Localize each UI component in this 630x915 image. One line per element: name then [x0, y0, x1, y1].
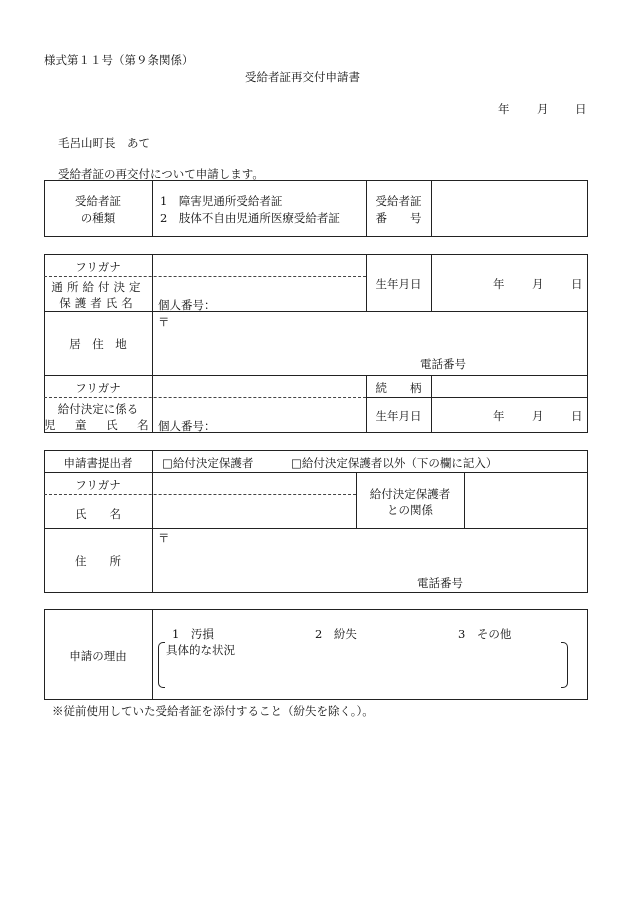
guardian-birth-day: 日: [571, 277, 583, 291]
details-label: 具体的な状況: [166, 643, 235, 657]
certificate-number-label-2: 番 号: [375, 211, 422, 225]
applicant-postal-mark: 〒: [158, 531, 170, 545]
applicant-relation-field[interactable]: [466, 474, 586, 526]
applicant-option-guardian[interactable]: □給付決定保護者: [162, 456, 254, 470]
form-number: 様式第１１号（第９条関係）: [44, 53, 194, 67]
certificate-number-field[interactable]: [433, 182, 586, 235]
reason-option-other[interactable]: 3 その他: [458, 627, 512, 641]
date-month-label: 月: [537, 102, 549, 116]
reason-option-lost[interactable]: 2 紛失: [315, 627, 357, 641]
guardian-birth-year: 年: [493, 277, 505, 291]
child-personal-number-label: 個人番号：: [158, 419, 216, 433]
certificate-option-1[interactable]: 1 障害児通所受給者証: [160, 194, 283, 208]
guardian-address-field[interactable]: [170, 313, 586, 353]
addressee: 毛呂山町長 あて: [58, 136, 150, 150]
reason-label: 申請の理由: [69, 649, 127, 663]
child-birth-day: 日: [571, 409, 583, 423]
applicant-relation-label-1: 給付決定保護者: [369, 487, 451, 501]
child-birth-year: 年: [493, 409, 505, 423]
applicant-option-other[interactable]: □給付決定保護者以外（下の欄に記入）: [291, 456, 498, 470]
guardian-furigana-field[interactable]: [154, 256, 364, 275]
child-birth-month: 月: [532, 409, 544, 423]
guardian-furigana-label: フリガナ: [75, 260, 121, 274]
child-name-label-1: 給付決定に係る: [57, 402, 139, 416]
child-furigana-field[interactable]: [154, 377, 364, 396]
applicant-relation-label-2: との関係: [387, 503, 433, 517]
date-year-label: 年: [498, 102, 510, 116]
form-title: 受給者証再交付申請書: [245, 70, 360, 84]
certificate-type-label-2: の種類: [80, 211, 116, 225]
reason-option-soiled[interactable]: 1 汚損: [172, 627, 214, 641]
child-birth-label: 生年月日: [375, 409, 422, 423]
guardian-phone-label: 電話番号: [420, 357, 466, 371]
child-furigana-label: フリガナ: [75, 381, 121, 395]
applicant-name-label: 氏 名: [75, 507, 121, 521]
guardian-personal-number-label: 個人番号：: [158, 298, 216, 312]
certificate-number-label-1: 受給者証: [375, 194, 422, 208]
applicant-furigana-field[interactable]: [154, 474, 354, 493]
applicant-name-field[interactable]: [154, 496, 354, 526]
child-name-label-2: 児 童 氏 名: [44, 418, 153, 432]
applicant-address-field[interactable]: [170, 530, 586, 572]
applicant-phone-label: 電話番号: [417, 576, 463, 590]
details-bracket-right: [561, 642, 568, 688]
intro-text: 受給者証の再交付について申請します。: [58, 167, 264, 181]
applicant-address-label: 住 所: [75, 554, 121, 568]
child-relation-field[interactable]: [433, 377, 586, 396]
footnote: ※従前使用していた受給者証を添付すること（紛失を除く。）。: [52, 704, 374, 718]
guardian-postal-mark: 〒: [158, 315, 170, 329]
guardian-name-label-2: 保護者氏名: [59, 296, 137, 310]
child-relation-label: 続 柄: [375, 381, 422, 395]
certificate-type-label-1: 受給者証: [75, 194, 121, 208]
certificate-option-2[interactable]: 2 肢体不自由児通所医療受給者証: [160, 211, 340, 225]
applicant-furigana-label: フリガナ: [75, 478, 121, 492]
guardian-birth-label: 生年月日: [375, 277, 422, 291]
guardian-name-field[interactable]: [154, 278, 364, 309]
guardian-name-label-1: 通所給付決定: [51, 280, 145, 294]
details-field[interactable]: [168, 658, 558, 686]
guardian-address-label: 居 住 地: [69, 337, 127, 351]
details-bracket-left: [158, 642, 165, 688]
date-day-label: 日: [575, 102, 587, 116]
guardian-birth-month: 月: [532, 277, 544, 291]
applicant-label: 申請書提出者: [63, 456, 133, 470]
child-name-field[interactable]: [154, 399, 364, 431]
